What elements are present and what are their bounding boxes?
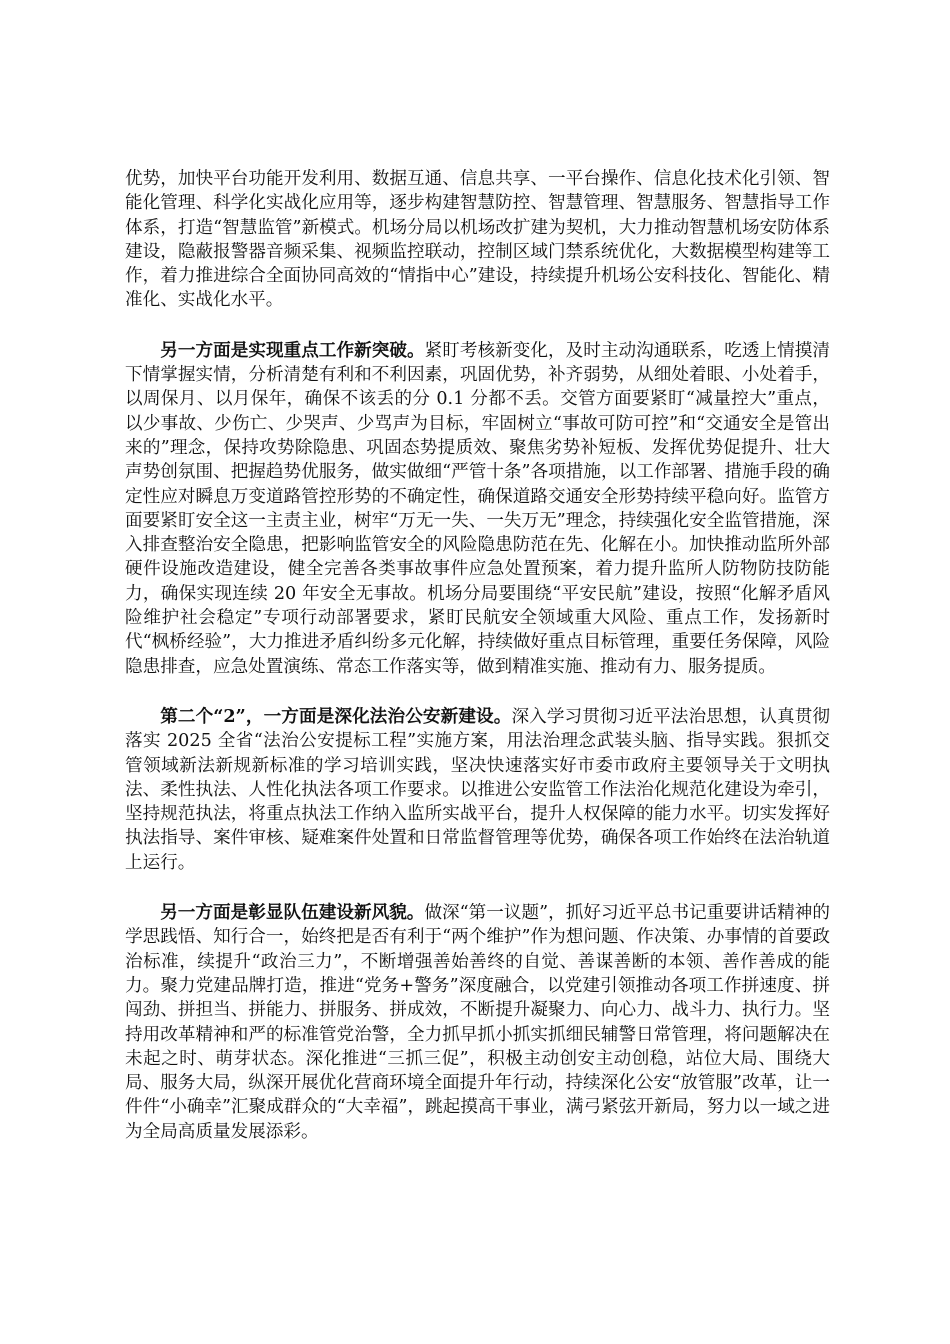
- paragraph-4: [125, 901, 830, 1144]
- paragraph-4-lead: 另一方面是彰显队伍建设新风貌。: [160, 902, 425, 924]
- paragraph-2: [125, 339, 830, 679]
- paragraph-4-text: 做深“第一议题”，抓好习近平总书记重要讲话精神的学思践悟、知行合一，始终把是否有利于“两个维护”作为想问题、作决策、办事情的首要政治标准，续提升“政治三力”，不断增强善始善终的自觉、善谋善断的本领、善作善成的能力。聚力党建品牌打造，推进“党务+警务”深度融合，以党建引领推动各项工作拼速度、拼闯劲、拼担当、拼能力、拼服务、拼成效，不断提升凝聚力、向心力、战斗力、执行力。坚持用改革精神和严的标准管党治警，全力抓早抓小抓实抓细民辅警日常管理，将问题解决在未起之时、萌芽状态。深化推进“三抓三促”，积极主动创安主动创稳，站位大局、围绕大局、服务大局，纵深开展优化营商环境全面提升年行动，持续深化公安“放管服”改革，让一件件“小确幸”汇聚成群众的“大幸福”，跳起摸高干事业，满弓紧弦开新局，努力以一域之进为全局高质量发展添彩。: [125, 903, 830, 1142]
- paragraph-3-lead: 第二个“2”，一方面是深化法治公安新建设。: [160, 705, 512, 727]
- paragraph-3: [125, 705, 830, 875]
- paragraph-2-lead: 另一方面是实现重点工作新突破。: [160, 339, 425, 361]
- document-page: [125, 167, 830, 1170]
- paragraph-2-text: 紧盯考核新变化，及时主动沟通联系，吃透上情摸清下情掌握实情，分析清楚有利和不利因素，巩固优势，补齐弱势，从细处着眼、小处着手，以周保月、以月保年，确保不该丢的分 0.1 分都不丢。交管方面要紧盯“减量控大”重点，以少事故、少伤亡、少哭声、少骂声为目标，牢固树立“事故可防可控”和“交通安全是管出来的”理念，保持攻势除隐患、巩固态势提质效、聚焦劣势补短板、发挥优势促提升、壮大声势创氛围、把握趋势优服务，做实做细“严管十条”各项措施，以工作部署、措施手段的确定性应对瞬息万变道路管控形势的不确定性，确保道路交通安全形势持续平稳向好。监管方面要紧盯安全这一主责主业，树牢“万无一失、一失万无”理念，持续强化安全监管措施，深入排查整治安全隐患，把影响监管安全的风险隐患防范在先、化解在小。加快推动监所外部硬件设施改造建设，健全完善各类事故事件应急处置预案，着力提升监所人防物防技防能力，确保实现连续 20 年安全无事故。机场分局要围绕“平安民航”建设，按照“化解矛盾风险维护社会稳定”专项行动部署要求，紧盯民航安全领域重大风险、重点工作，发扬新时代“枫桥经验”，大力推进矛盾纠纷多元化解，持续做好重点目标管理，重要任务保障，风险隐患排查，应急处置演练、常态工作落实等，做到精准实施、推动有力、服务提质。: [125, 340, 830, 677]
- paragraph-3-text: 深入学习贯彻习近平法治思想，认真贯彻落实 2025 全省“法治公安提标工程”实施方案，用法治理念武装头脑、指导实践。狠抓交管领域新法新规新标准的学习培训实践，坚决快速落实好市委市政府主要领导关于文明执法、柔性执法、人性化执法各项工作要求。以推进公安监管工作法治化规范化建设为牵引，坚持规范执法，将重点执法工作纳入监所实战平台，提升人权保障的能力水平。切实发挥好执法指导、案件审核、疑难案件处置和日常监督管理等优势，确保各项工作始终在法治轨道上运行。: [125, 706, 830, 873]
- paragraph-1: [125, 167, 830, 313]
- paragraph-1-text: 优势，加快平台功能开发利用、数据互通、信息共享、一平台操作、信息化技术化引领、智能化管理、科学化实战化应用等，逐步构建智慧防控、智慧管理、智慧服务、智慧指导工作体系，打造“智慧监管”新模式。机场分局以机场改扩建为契机，大力推动智慧机场安防体系建设，隐蔽报警器音频采集、视频监控联动，控制区域门禁系统优化，大数据模型构建等工作，着力推进综合全面协同高效的“情指中心”建设，持续提升机场公安科技化、智能化、精准化、实战化水平。: [125, 169, 830, 311]
